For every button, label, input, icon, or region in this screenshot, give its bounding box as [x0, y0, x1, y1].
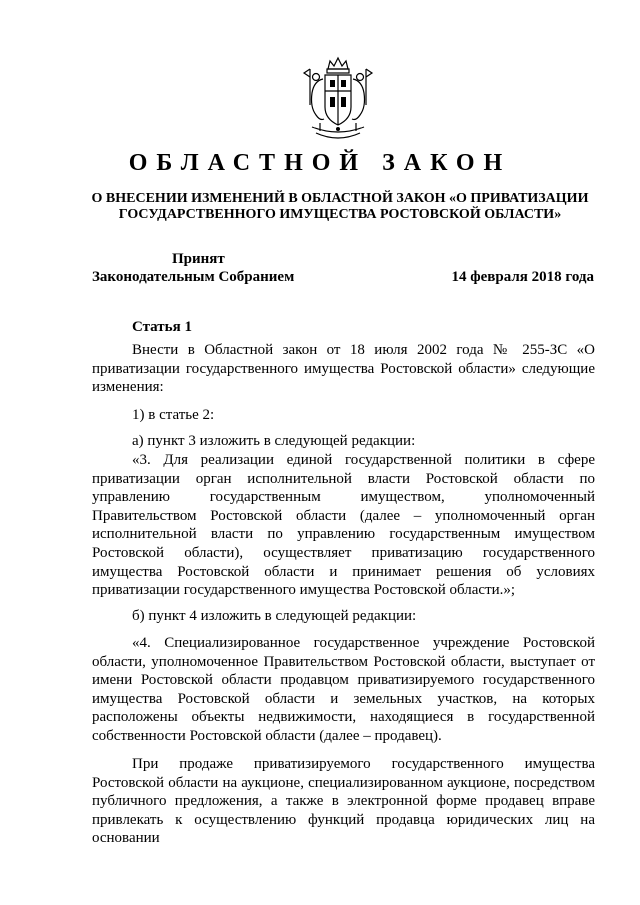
adopted-by: Законодательным Собранием [92, 269, 295, 285]
paragraph: б) пункт 4 изложить в следующей редакции: [132, 608, 417, 624]
paragraph: «4. Специализированное государственное учреждение Ростовской области, уполномоченное Правительством Ростовской области, выступает от имени Ростовской области продавцом приватизируемого государственного имущества Ростовской области и земельных участков, на которых расположены объекты недвижимости, находящиеся в государственной собственности Ростовской области (далее – продавец). [92, 635, 595, 744]
paragraph: «3. Для реализации единой государственной политики в сфере приватизации орган исполнительной власти Ростовской области по управлению государственным имуществом, уполномоченный Правительством Ростовской области (далее – уполномоченный орган исполнительной власти по управлению государственным имуществом Ростовской области), осуществляет приватизацию государственного имущества Ростовской области и принимает решения об условиях приватизации государственного имущества Ростовской области.»; [92, 452, 595, 599]
document-title: ОБЛАСТНОЙ ЗАКОН [128, 150, 512, 176]
subtitle-line-2: ГОСУДАРСТВЕННОГО ИМУЩЕСТВА РОСТОВСКОЙ ОБЛАСТИ» [118, 207, 562, 222]
adopted-label: Принят [172, 251, 225, 267]
subtitle-line-1: О ВНЕСЕНИИ ИЗМЕНЕНИЙ В ОБЛАСТНОЙ ЗАКОН «О ПРИВАТИЗАЦИИ [91, 191, 589, 206]
coat-of-arms-icon [302, 55, 374, 147]
paragraph: При продаже приватизируемого государственного имущества Ростовской области на аукционе, специализированном аукционе, посредством публичного предложения, а также в электронной форме продавец вправе привлекать к осуществлению функций продавца юридических лиц на основании [92, 756, 595, 847]
adoption-block [92, 251, 352, 286]
paragraph: а) пункт 3 изложить в следующей редакции: [132, 433, 416, 449]
paragraph: 1) в статье 2: [132, 407, 215, 423]
paragraph: Внести в Областной закон от 18 июля 2002 года № 255-ЗС «О приватизации государственного имущества Ростовской области» следующие изменения: [92, 342, 595, 396]
article-heading: Статья 1 [132, 319, 192, 335]
document-subtitle [80, 191, 600, 223]
adoption-date: 14 февраля 2018 года [451, 269, 594, 285]
